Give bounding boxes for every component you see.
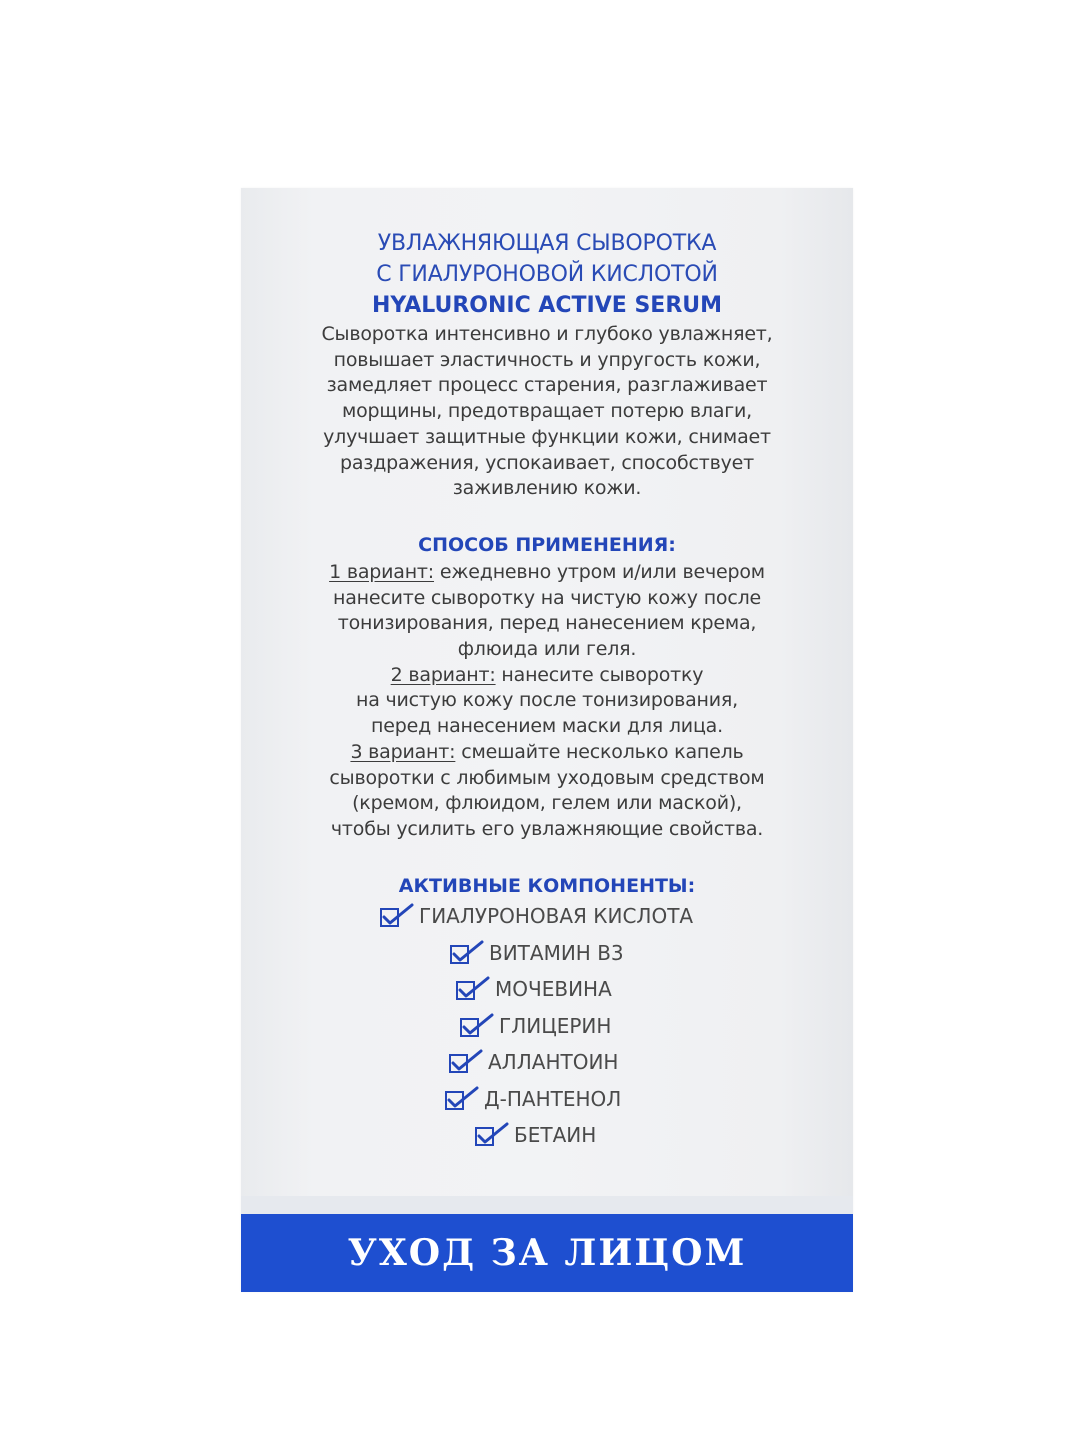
usage-line: перед нанесением маски для лица.	[371, 715, 723, 738]
component-label: ГЛИЦЕРИН	[499, 1013, 612, 1038]
category-band-text: УХОД ЗА ЛИЦОМ	[347, 1232, 747, 1274]
variant-1-text: ежедневно утром и/или вечером	[434, 560, 765, 583]
components-list	[241, 903, 853, 1163]
label-content	[241, 228, 853, 1163]
usage-line: тонизирования, перед нанесением крема,	[337, 612, 757, 635]
component-item	[459, 1013, 611, 1039]
usage-title: СПОСОБ ПРИМЕНЕНИЯ:	[418, 533, 676, 556]
usage-instructions	[241, 560, 853, 843]
variant-1-label: 1 вариант:	[329, 560, 435, 583]
description-line: заживлению кожи.	[452, 477, 642, 500]
component-item	[449, 940, 624, 966]
description-line: улучшает защитные функции кожи, снимает	[323, 425, 771, 448]
checkbox-checked-icon	[379, 903, 415, 929]
component-label: АЛЛАНТОИН	[488, 1049, 619, 1074]
usage-variant-1-first-line	[241, 560, 853, 586]
component-label: БЕТАИН	[514, 1122, 597, 1147]
usage-line: нанесите сыворотку на чистую кожу после	[332, 586, 762, 609]
product-description	[241, 322, 853, 502]
title-line: УВЛАЖНЯЮЩАЯ СЫВОРОТКА	[377, 231, 717, 256]
title-line: С ГИАЛУРОНОВОЙ КИСЛОТОЙ	[376, 262, 718, 287]
description-line: повышает эластичность и упругость кожи,	[333, 348, 761, 371]
component-label: ГИАЛУРОНОВАЯ КИСЛОТА	[419, 903, 694, 928]
description-line: замедляет процесс старения, разглаживает	[326, 374, 768, 397]
usage-line: на чистую кожу после тонизирования,	[355, 689, 739, 712]
component-item	[448, 1049, 618, 1075]
usage-line: флюида или геля.	[457, 638, 637, 661]
category-band	[241, 1214, 853, 1292]
component-item	[474, 1122, 596, 1148]
variant-3-text: смешайте несколько капель	[455, 740, 744, 763]
checkbox-checked-icon	[474, 1122, 510, 1148]
checkbox-checked-icon	[449, 940, 485, 966]
component-label: МОЧЕВИНА	[495, 976, 612, 1001]
component-label: Д-ПАНТЕНОЛ	[484, 1086, 622, 1111]
usage-line: (кремом, флюидом, гелем или маской),	[352, 792, 742, 815]
checkbox-checked-icon	[448, 1049, 484, 1075]
checkbox-checked-icon	[459, 1013, 495, 1039]
component-item	[455, 976, 612, 1002]
product-title-ru	[241, 228, 853, 290]
components-title: АКТИВНЫЕ КОМПОНЕНТЫ:	[398, 874, 696, 897]
usage-variant-3-first-line	[241, 740, 853, 766]
product-box-panel	[241, 188, 853, 1292]
checkbox-checked-icon	[444, 1086, 480, 1112]
product-title-en: HYALURONIC ACTIVE SERUM	[371, 293, 723, 318]
variant-3-label: 3 вариант:	[350, 740, 456, 763]
description-line: Сыворотка интенсивно и глубоко увлажняет,	[321, 323, 773, 345]
band-top-strip	[241, 1196, 853, 1214]
variant-2-label: 2 вариант:	[390, 663, 496, 686]
component-item	[379, 903, 693, 929]
description-line: морщины, предотвращает потерю влаги,	[341, 400, 753, 423]
usage-line: сыворотки с любимым уходовым средством	[329, 766, 765, 789]
variant-2-text: нанесите сыворотку	[495, 663, 704, 686]
usage-variant-2-first-line	[241, 663, 853, 689]
description-line: раздражения, успокаивает, способствует	[339, 451, 754, 474]
checkbox-checked-icon	[455, 976, 491, 1002]
component-label: ВИТАМИН В3	[489, 940, 624, 965]
component-item	[444, 1086, 621, 1112]
usage-line: чтобы усилить его увлажняющие свойства.	[330, 817, 764, 840]
